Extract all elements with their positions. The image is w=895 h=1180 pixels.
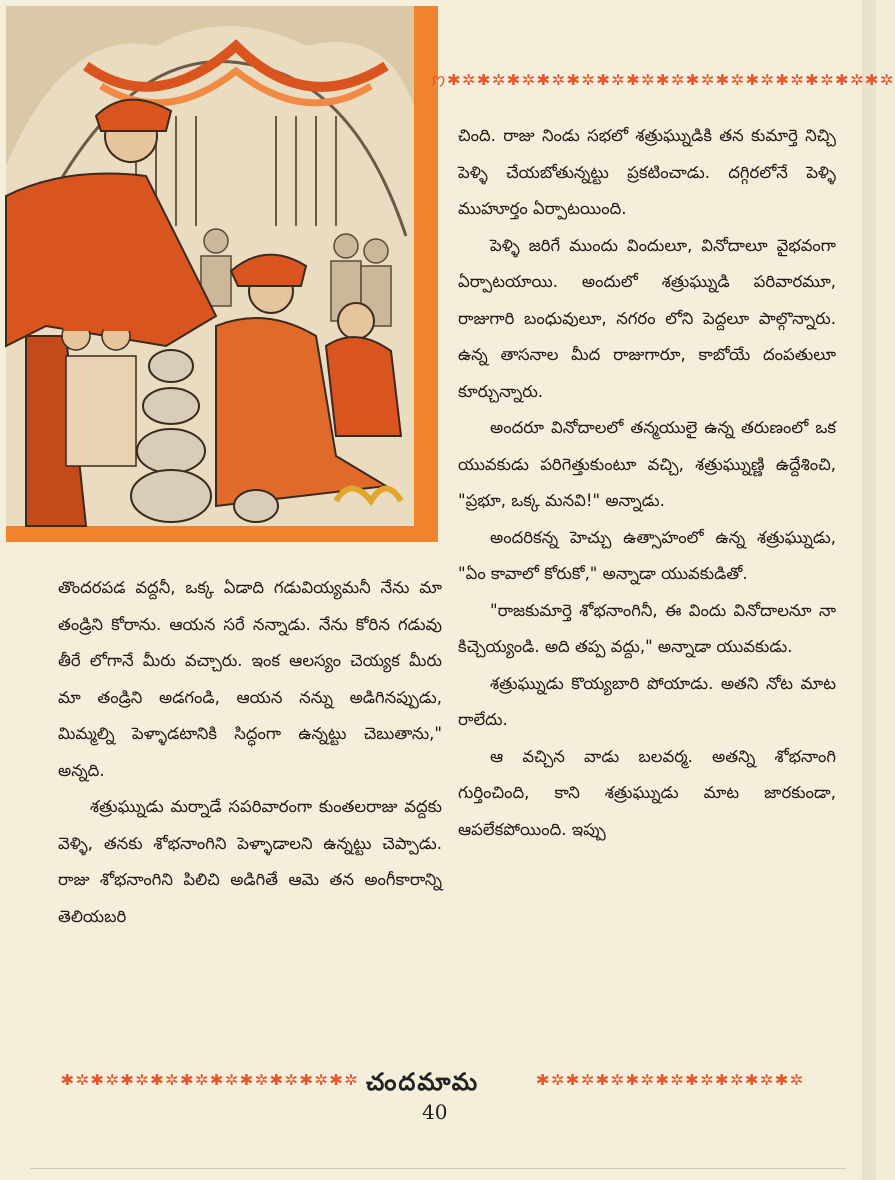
top-border-pattern: ꩀ✱✲✱✲✱✲✱✲✱✲✱✲✱✲✱✲✱✲✱✲✱✲✱✲✱✲✱✲✱✲ <box>430 71 895 89</box>
footer-border-pattern-left: ✱✲✱✲✱✲✱✲✱✲✱✲✱✲✱✲✱✲✱✲ <box>60 1071 359 1089</box>
footer-border-pattern-right: ✱✲✱✲✱✲✱✲✱✲✱✲✱✲✱✲✱✲ <box>535 1071 805 1089</box>
page-edge <box>862 0 876 1180</box>
paragraph: అందరూ వినోదాలలో తన్మయులై ఉన్న తరుణంలో ఒక యువకుడు పరిగెత్తుకుంటూ వచ్చి, శత్రుఘ్నుణ్ణి ఉద్దేశించి, "ప్రభూ, ఒక్క మనవి!" అన్నాడు. <box>458 418 836 510</box>
right-column <box>458 118 836 848</box>
paragraph: తొందరపడ వద్దనీ, ఒక్క ఏడాది గడువియ్యమనీ నేను మా తండ్రిని కోరాను. ఆయన సరే నన్నాడు. నేను కోరిన గడువు తీరే లోగానే మీరు వచ్చారు. ఇంక ఆలస్యం చెయ్యక మీరు మా తండ్రిని అడగండి, ఆయన నన్ను అడిగినప్పుడు, మిమ్మల్ని పెళ్ళాడటానికి సిద్ధంగా ఉన్నట్టు చెబుతాను," అన్నది. <box>58 578 442 780</box>
paragraph: ఆ వచ్చిన వాడు బలవర్మ. అతన్ని శోభనాంగి గుర్తించింది, కాని శత్రుఘ్నుడు మాట జారకుండా, ఆపలేకపోయింది. ఇప్పు <box>458 746 836 839</box>
top-border-ornament <box>430 70 895 90</box>
left-column <box>58 570 442 935</box>
footer-border-left <box>60 1070 359 1090</box>
magazine-title: చందమామ <box>366 1068 480 1096</box>
paragraph: పెళ్ళి జరిగే ముందు విందులూ, వినోదాలూ వైభవంగా ఏర్పాటయాయి. అందులో శత్రుఘ్నుడి పరివారమూ, రాజుగారి బంధువులూ, నగరం లోని పెద్దలూ పాల్గొన్నారు. ఉన్న తాసనాల మీద రాజుగారూ, కాబోయే దంపతులూ కూర్చున్నారు. <box>458 235 836 401</box>
footer-border-right <box>535 1070 832 1090</box>
page-number: 40 <box>422 1100 448 1124</box>
wedding-scene-image <box>6 6 430 542</box>
paragraph: అందరికన్న హెచ్చు ఉత్సాహంలో ఉన్న శత్రుఘ్నుడు, "ఏం కావాలో కోరుకో," అన్నాడా యువకుడితో. <box>458 527 836 583</box>
paragraph: "రాజకుమార్తె శోభనాంగినీ, ఈ విందు వినోదాలనూ నా కిచ్చెయ్యండి. అది తప్ప వద్దు," అన్నాడా యువకుడు. <box>458 600 836 656</box>
paragraph: శత్రుఘ్నుడు మర్నాడే సపరివారంగా కుంతలరాజు వద్దకు వెళ్ళి, తనకు శోభనాంగిని పెళ్ళాడాలని ఉన్నట్టు చెప్పాడు. రాజు శోభనాంగిని పిలిచి అడిగితే ఆమె తన అంగీకారాన్ని తెలియబరి <box>58 797 442 926</box>
bottom-divider <box>30 1168 846 1169</box>
paragraph: శత్రుఘ్నుడు కొయ్యబారి పోయాడు. అతని నోట మాట రాలేదు. <box>458 673 836 729</box>
story-illustration <box>6 6 438 542</box>
paragraph: చింది. రాజు నిండు సభలో శత్రుఘ్నుడికి తన కుమార్తె నిచ్చి పెళ్ళి చేయబోతున్నట్టు ప్రకటించాడు. దగ్గిరలోనే పెళ్ళి ముహూర్తం ఏర్పాటయింది. <box>458 126 836 218</box>
